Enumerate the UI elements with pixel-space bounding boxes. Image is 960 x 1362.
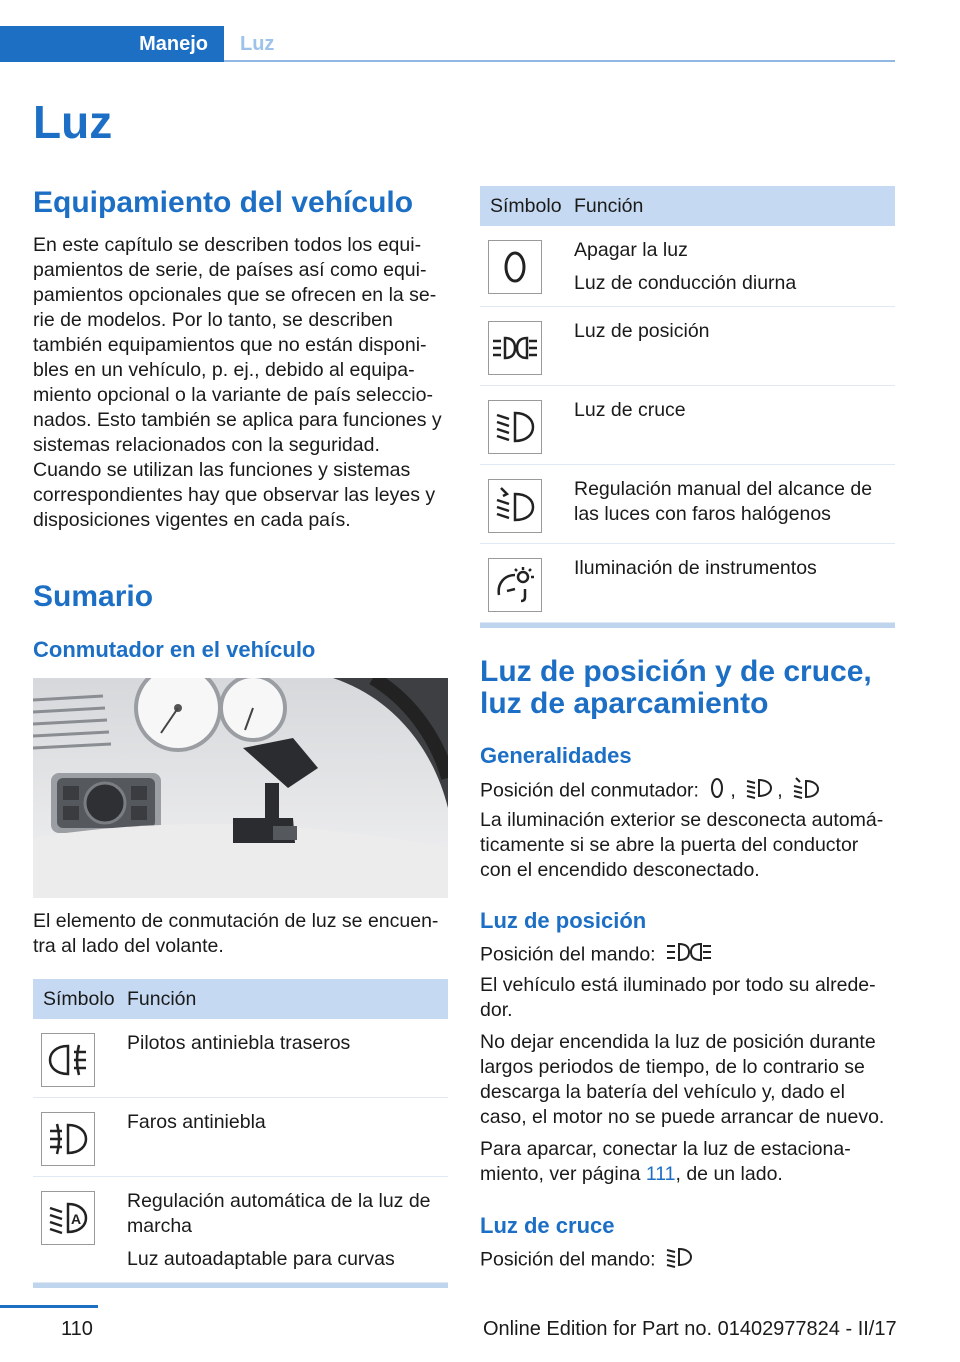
low-beam-icon bbox=[488, 400, 542, 454]
table-row: Iluminación de instrumentos bbox=[480, 544, 895, 623]
section-equipamiento-title: Equipamiento del vehículo bbox=[33, 186, 414, 219]
generalidades-positions: Posición del conmutador: , , bbox=[480, 777, 895, 806]
table-row: Apagar la luz Luz de conducción diurna bbox=[480, 226, 895, 307]
posicion-text-1: El vehículo está iluminado por todo su alrededor. bbox=[480, 974, 876, 1021]
tab-luz[interactable]: Luz bbox=[224, 26, 895, 62]
section-sumario-title: Sumario bbox=[33, 580, 154, 613]
posicion-text-3: Para aparcar, conectar la luz de estacionamiento, ver página 111, de un lado. bbox=[480, 1138, 851, 1185]
parking-light-icon bbox=[745, 777, 773, 806]
table-row: A Regulación automática de la luz de marcha Luz autoadaptable para curvas bbox=[33, 1177, 448, 1283]
footer-accent-line bbox=[0, 1305, 98, 1308]
table-row: Pilotos antiniebla traseros bbox=[33, 1019, 448, 1098]
instrument-lighting-icon bbox=[488, 558, 542, 612]
dashboard-illustration bbox=[33, 678, 448, 898]
front-fog-light-icon bbox=[41, 1112, 95, 1166]
cruce-control: Posición del mando: bbox=[480, 1246, 895, 1275]
table-row: Luz de posición bbox=[480, 307, 895, 386]
table-row: Luz de cruce bbox=[480, 386, 895, 465]
posicion-control: Posición del mando: bbox=[480, 941, 895, 970]
rear-fog-light-icon bbox=[41, 1033, 95, 1087]
photo-caption: El elemento de conmutación de luz se encuentra al lado del volante. bbox=[33, 910, 439, 957]
parking-light-icon bbox=[488, 321, 542, 375]
headlight-range-icon bbox=[488, 479, 542, 533]
left-symbol-table bbox=[33, 979, 448, 1288]
subsection-generalidades-title: Generalidades bbox=[480, 743, 632, 768]
low-beam-icon bbox=[792, 777, 820, 806]
dashboard-photo bbox=[33, 678, 448, 898]
page-title: Luz bbox=[33, 96, 113, 148]
automatic-headlight-icon bbox=[41, 1191, 95, 1245]
right-symbol-table bbox=[480, 186, 895, 628]
generalidades-text: La iluminación exterior se desconecta automáticamente si se abre la puerta del conductor con el encendido desconectado. bbox=[480, 809, 884, 881]
page-link-111[interactable]: 111 bbox=[645, 1163, 676, 1185]
col-symbol-header: Símbolo bbox=[33, 979, 117, 1019]
edition-note: Online Edition for Part no. 01402977824 - II/17 bbox=[483, 1318, 897, 1340]
col-symbol-header: Símbolo bbox=[480, 186, 564, 226]
table-row: Faros antiniebla bbox=[33, 1098, 448, 1177]
col-function-header: Función bbox=[117, 979, 448, 1019]
header-tabs bbox=[0, 26, 895, 62]
col-function-header: Función bbox=[564, 186, 895, 226]
section-equipamiento-text: En este capítulo se describen todos los equipamientos de serie, de países así como equipamientos opcionales que se ofrecen en la serie de modelos. Por lo tanto, se describen también equipamientos que no están disponibles en un vehículo, p. ej., debido al equipamiento opcional o la variante de país seleccionados. Esto también se aplica para funciones y sistemas relacionados con la seguridad. Cuando se utilizan las funciones y sistemas correspondientes hay que observar las leyes y disposiciones vigentes en cada país. bbox=[33, 234, 442, 531]
posicion-text-2: No dejar encendida la luz de posición durante largos periodos de tiempo, de lo contrario se descarga la batería del vehículo y, dado el caso, el motor no se puede arrancar de nuevo. bbox=[480, 1031, 885, 1128]
svg-text:A: A bbox=[71, 1211, 82, 1227]
subsection-luz-cruce-title: Luz de cruce bbox=[480, 1213, 615, 1238]
table-row: Regulación manual del alcance de las luces con faros halógenos bbox=[480, 465, 895, 544]
tab-manejo[interactable]: Manejo bbox=[0, 26, 224, 62]
table-end-bar bbox=[33, 1283, 448, 1288]
section-posicion-cruce-title: Luz de posición y de cruce, luz de aparcamiento bbox=[480, 655, 872, 720]
parking-light-icon bbox=[665, 941, 713, 970]
lights-off-icon bbox=[488, 240, 542, 294]
subsection-conmutador-title: Conmutador en el vehículo bbox=[33, 637, 316, 662]
lights-off-icon bbox=[708, 777, 726, 806]
table-end-bar bbox=[480, 623, 895, 628]
subsection-luz-posicion-title: Luz de posición bbox=[480, 908, 647, 933]
low-beam-icon bbox=[665, 1246, 693, 1275]
page-number: 110 bbox=[61, 1318, 93, 1340]
